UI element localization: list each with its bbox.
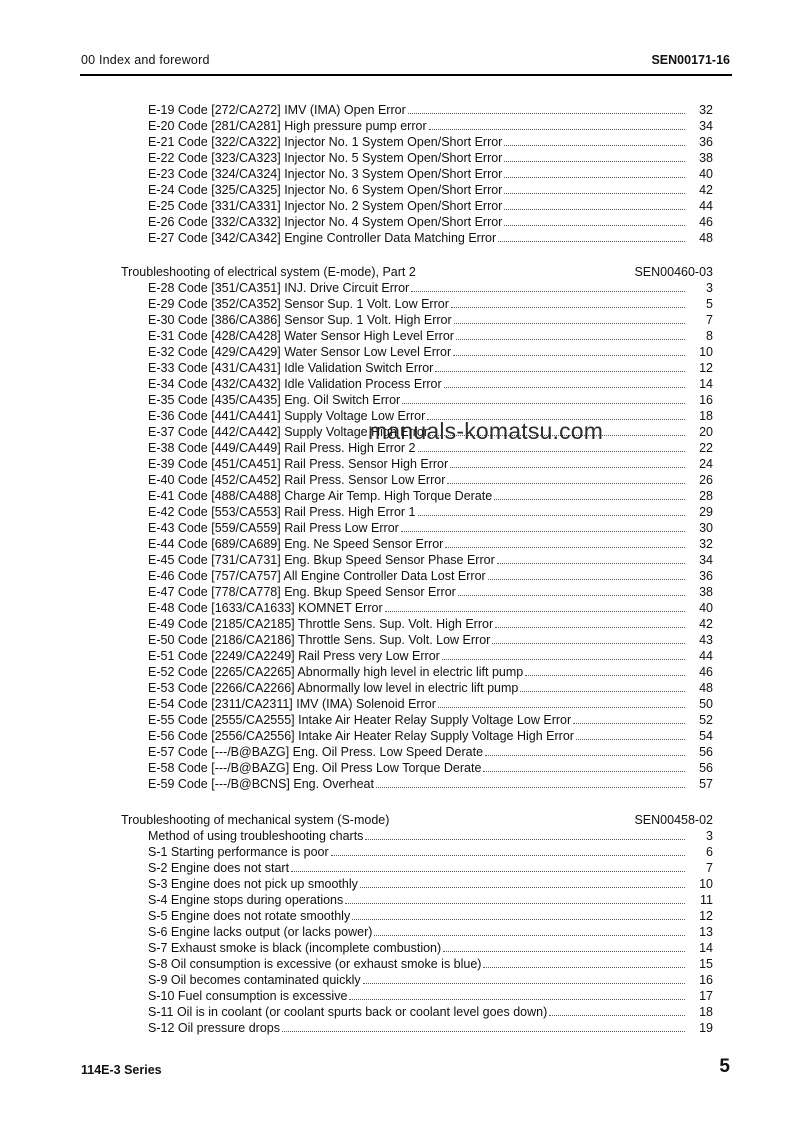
toc-entry[interactable] [148, 568, 713, 584]
toc-entry-page: 36 [699, 135, 713, 149]
toc-entry-page: 3 [706, 281, 713, 295]
dot-leader [504, 209, 685, 210]
toc-entry-label: E-42 Code [553/CA553] Rail Press. High Error 1 [148, 505, 416, 519]
dot-leader [429, 129, 685, 130]
dot-leader [445, 547, 685, 548]
dot-leader [504, 193, 685, 194]
toc-entry-page: 44 [699, 649, 713, 663]
toc-entry-page: 40 [699, 167, 713, 181]
toc-entry-label: S-6 Engine lacks output (or lacks power) [148, 925, 373, 939]
dot-leader [282, 1031, 685, 1032]
toc-entry-page: 3 [706, 829, 713, 843]
toc-entry-page: 10 [699, 345, 713, 359]
toc-entry[interactable] [148, 664, 713, 680]
dot-leader [444, 387, 685, 388]
dot-leader [498, 241, 685, 242]
dot-leader [349, 999, 685, 1000]
section-heading [121, 812, 713, 828]
toc-entry[interactable] [148, 892, 713, 908]
toc-entry-page: 15 [699, 957, 713, 971]
dot-leader [504, 177, 685, 178]
toc-entry-page: 18 [699, 1005, 713, 1019]
toc-entry-label: E-19 Code [272/CA272] IMV (IMA) Open Error [148, 103, 406, 117]
toc-entry[interactable] [148, 988, 713, 1004]
toc-entry-label: E-28 Code [351/CA351] INJ. Drive Circuit Error [148, 281, 410, 295]
toc-entry-label: E-40 Code [452/CA452] Rail Press. Sensor Low Error [148, 473, 446, 487]
dot-leader [376, 787, 685, 788]
toc-section-continued [121, 102, 713, 246]
toc-entry[interactable] [148, 648, 713, 664]
toc-entry-label: E-55 Code [2555/CA2555] Intake Air Heater Relay Supply Voltage Low Error [148, 713, 572, 727]
dot-leader [456, 339, 685, 340]
toc-entry-label: E-21 Code [322/CA322] Injector No. 1 System Open/Short Error [148, 135, 503, 149]
dot-leader [494, 499, 685, 500]
dot-leader [485, 755, 685, 756]
toc-entry-page: 57 [699, 777, 713, 791]
dot-leader [401, 531, 685, 532]
section-doc-code: SEN00460-03 [634, 265, 713, 279]
toc-entry-label: S-5 Engine does not rotate smoothly [148, 909, 351, 923]
dot-leader [411, 291, 685, 292]
toc-entry[interactable] [148, 956, 713, 972]
toc-entry[interactable] [148, 520, 713, 536]
toc-entry[interactable] [148, 472, 713, 488]
toc-entry[interactable] [148, 456, 713, 472]
toc-entry-page: 20 [699, 425, 713, 439]
toc-entry-page: 50 [699, 697, 713, 711]
dot-leader [352, 919, 685, 920]
dot-leader [408, 113, 685, 114]
toc-entry-label: S-8 Oil consumption is excessive (or exhaust smoke is blue) [148, 957, 482, 971]
toc-entry-page: 32 [699, 537, 713, 551]
toc-entry[interactable] [148, 760, 713, 776]
toc-entry[interactable] [148, 600, 713, 616]
toc-entry[interactable] [148, 214, 713, 230]
toc-entry-label: E-50 Code [2186/CA2186] Throttle Sens. Sup. Volt. Low Error [148, 633, 491, 647]
section-title[interactable]: Troubleshooting of electrical system (E-mode), Part 2 [121, 265, 416, 279]
toc-entry[interactable] [148, 360, 713, 376]
dot-leader [549, 1015, 685, 1016]
toc-entry-label: E-31 Code [428/CA428] Water Sensor High Level Error [148, 329, 454, 343]
toc-entry[interactable] [148, 102, 713, 118]
toc-entry-page: 42 [699, 183, 713, 197]
toc-entry-page: 24 [699, 457, 713, 471]
toc-entry-page: 7 [706, 861, 713, 875]
dot-leader [418, 515, 686, 516]
toc-entry[interactable] [148, 392, 713, 408]
toc-entry[interactable] [148, 584, 713, 600]
toc-entry-page: 34 [699, 553, 713, 567]
toc-entry-page: 16 [699, 973, 713, 987]
section-heading [121, 264, 713, 280]
toc-entry-label: E-27 Code [342/CA342] Engine Controller Data Matching Error [148, 231, 497, 245]
dot-leader [435, 371, 685, 372]
toc-entry-page: 56 [699, 761, 713, 775]
dot-leader [488, 579, 685, 580]
toc-entry-label: E-36 Code [441/CA441] Supply Voltage Low Error [148, 409, 426, 423]
toc-entry-page: 40 [699, 601, 713, 615]
toc-entry-label: E-39 Code [451/CA451] Rail Press. Sensor High Error [148, 457, 449, 471]
toc-entry[interactable] [148, 312, 713, 328]
toc-entry-page: 38 [699, 585, 713, 599]
toc-entry-page: 32 [699, 103, 713, 117]
toc-entry-page: 44 [699, 199, 713, 213]
toc-entry-page: 6 [706, 845, 713, 859]
toc-entry-page: 36 [699, 569, 713, 583]
dot-leader [573, 723, 685, 724]
header-divider [80, 74, 732, 76]
toc-entry-label: E-30 Code [386/CA386] Sensor Sup. 1 Volt. High Error [148, 313, 452, 327]
toc-entry[interactable] [148, 328, 713, 344]
toc-entry-label: E-44 Code [689/CA689] Eng. Ne Speed Sensor Error [148, 537, 444, 551]
toc-entry-label: S-10 Fuel consumption is excessive [148, 989, 348, 1003]
toc-entry-page: 8 [706, 329, 713, 343]
toc-entry-label: E-41 Code [488/CA488] Charge Air Temp. High Torque Derate [148, 489, 493, 503]
toc-entry-label: E-43 Code [559/CA559] Rail Press Low Error [148, 521, 399, 535]
toc-entry-page: 18 [699, 409, 713, 423]
toc-entry-page: 7 [706, 313, 713, 327]
toc-entry-label: E-45 Code [731/CA731] Eng. Bkup Speed Sensor Phase Error [148, 553, 495, 567]
dot-leader [363, 983, 685, 984]
toc-entry[interactable] [148, 940, 713, 956]
toc-entry[interactable] [148, 844, 713, 860]
toc-entry-page: 43 [699, 633, 713, 647]
toc-entry-page: 26 [699, 473, 713, 487]
toc-entry[interactable] [148, 376, 713, 392]
toc-entry-page: 14 [699, 941, 713, 955]
dot-leader [418, 451, 686, 452]
toc-entry-label: E-35 Code [435/CA435] Eng. Oil Switch Error [148, 393, 401, 407]
toc-entry-label: S-4 Engine stops during operations [148, 893, 344, 907]
dot-leader [451, 307, 685, 308]
toc-entry[interactable] [148, 616, 713, 632]
dot-leader [492, 643, 685, 644]
dot-leader [495, 627, 685, 628]
toc-entry-label: E-57 Code [---/B@BAZG] Eng. Oil Press. Low Speed Derate [148, 745, 484, 759]
toc-entry-label: E-54 Code [2311/CA2311] IMV (IMA) Solenoid Error [148, 697, 436, 711]
toc-entry[interactable] [148, 134, 713, 150]
dot-leader [374, 935, 685, 936]
toc-entry-page: 29 [699, 505, 713, 519]
toc-entry-label: E-25 Code [331/CA331] Injector No. 2 System Open/Short Error [148, 199, 503, 213]
dot-leader [520, 691, 685, 692]
toc-entry[interactable] [148, 680, 713, 696]
toc-entry-label: E-29 Code [352/CA352] Sensor Sup. 1 Volt. Low Error [148, 297, 449, 311]
toc-entry[interactable] [148, 536, 713, 552]
toc-entry[interactable] [148, 1004, 713, 1020]
toc-entry-page: 38 [699, 151, 713, 165]
dot-leader [576, 739, 685, 740]
toc-entry[interactable] [148, 344, 713, 360]
dot-leader [438, 707, 685, 708]
toc-entry[interactable] [148, 632, 713, 648]
toc-entry-page: 11 [700, 893, 713, 907]
dot-leader [442, 659, 685, 660]
toc-entry-label: E-23 Code [324/CA324] Injector No. 3 System Open/Short Error [148, 167, 503, 181]
toc-entry[interactable] [148, 1020, 713, 1036]
toc-entry-page: 16 [699, 393, 713, 407]
toc-entry-label: E-22 Code [323/CA323] Injector No. 5 System Open/Short Error [148, 151, 503, 165]
toc-entry-page: 12 [699, 361, 713, 375]
toc-entry-page: 42 [699, 617, 713, 631]
toc-entry[interactable] [148, 972, 713, 988]
toc-entry-label: E-32 Code [429/CA429] Water Sensor Low Level Error [148, 345, 452, 359]
watermark: manuals-komatsu.com [368, 418, 604, 444]
toc-entry[interactable] [148, 776, 713, 792]
toc-entry-page: 46 [699, 665, 713, 679]
toc-entry-label: E-47 Code [778/CA778] Eng. Bkup Speed Sensor Error [148, 585, 456, 599]
toc-entry-label: E-52 Code [2265/CA2265] Abnormally high level in electric lift pump [148, 665, 524, 679]
toc-entry-label: S-3 Engine does not pick up smoothly [148, 877, 358, 891]
toc-entry-label: E-38 Code [449/CA449] Rail Press. High Error 2 [148, 441, 416, 455]
dot-leader [454, 323, 685, 324]
toc-entry[interactable] [148, 230, 713, 246]
toc-entry-page: 14 [699, 377, 713, 391]
dot-leader [450, 467, 685, 468]
dot-leader [443, 951, 685, 952]
dot-leader [345, 903, 685, 904]
toc-entry[interactable] [148, 488, 713, 504]
toc-section-electrical-part2 [121, 264, 713, 792]
toc-entry-page: 30 [699, 521, 713, 535]
footer-series: 114E-3 Series [81, 1063, 162, 1077]
toc-entry-page: 52 [699, 713, 713, 727]
toc-entry-label: E-26 Code [332/CA332] Injector No. 4 System Open/Short Error [148, 215, 503, 229]
section-doc-code: SEN00458-02 [634, 813, 713, 827]
toc-entry-page: 46 [699, 215, 713, 229]
toc-entry[interactable] [148, 504, 713, 520]
dot-leader [458, 595, 685, 596]
toc-entry[interactable] [148, 118, 713, 134]
dot-leader [483, 771, 685, 772]
toc-entry[interactable] [148, 876, 713, 892]
toc-entry[interactable] [148, 552, 713, 568]
toc-entry[interactable] [148, 908, 713, 924]
toc-entry[interactable] [148, 150, 713, 166]
dot-leader [504, 225, 685, 226]
toc-entry-label: E-46 Code [757/CA757] All Engine Controller Data Lost Error [148, 569, 486, 583]
toc-entry[interactable] [148, 166, 713, 182]
toc-entry-page: 22 [699, 441, 713, 455]
toc-entry-label: E-59 Code [---/B@BCNS] Eng. Overheat [148, 777, 374, 791]
toc-entry-label: E-20 Code [281/CA281] High pressure pump error [148, 119, 427, 133]
toc-entry-page: 10 [699, 877, 713, 891]
toc-entry[interactable] [148, 828, 713, 844]
dot-leader [402, 403, 685, 404]
toc-entry-label: S-2 Engine does not start [148, 861, 290, 875]
toc-entry-label: E-51 Code [2249/CA2249] Rail Press very Low Error [148, 649, 440, 663]
toc-entry-page: 56 [699, 745, 713, 759]
toc-entry[interactable] [148, 296, 713, 312]
dot-leader [360, 887, 685, 888]
toc-entry-label: E-24 Code [325/CA325] Injector No. 6 System Open/Short Error [148, 183, 503, 197]
toc-section-mechanical [121, 812, 713, 1036]
document-code: SEN00171-16 [651, 53, 730, 67]
toc-entry-page: 13 [699, 925, 713, 939]
dot-leader [504, 161, 685, 162]
page-number: 5 [719, 1056, 730, 1077]
dot-leader [525, 675, 685, 676]
toc-entry-label: E-34 Code [432/CA432] Idle Validation Process Error [148, 377, 442, 391]
toc-entry[interactable] [148, 712, 713, 728]
dot-leader [291, 871, 685, 872]
toc-entry[interactable] [148, 182, 713, 198]
toc-entry-label: S-7 Exhaust smoke is black (incomplete combustion) [148, 941, 442, 955]
toc-entry[interactable] [148, 860, 713, 876]
toc-entry-page: 19 [699, 1021, 713, 1035]
toc-entry[interactable] [148, 696, 713, 712]
toc-entry-label: E-53 Code [2266/CA2266] Abnormally low level in electric lift pump [148, 681, 519, 695]
toc-entry[interactable] [148, 744, 713, 760]
toc-entry-page: 48 [699, 681, 713, 695]
toc-entry-label: E-49 Code [2185/CA2185] Throttle Sens. Sup. Volt. High Error [148, 617, 494, 631]
toc-entry[interactable] [148, 924, 713, 940]
toc-entry-page: 28 [699, 489, 713, 503]
toc-entry-label: S-1 Starting performance is poor [148, 845, 329, 859]
section-title[interactable]: Troubleshooting of mechanical system (S-mode) [121, 813, 390, 827]
toc-entry-label: S-9 Oil becomes contaminated quickly [148, 973, 361, 987]
toc-entry-label: S-11 Oil is in coolant (or coolant spurts back or coolant level goes down) [148, 1005, 548, 1019]
toc-entry-label: E-37 Code [442/CA442] Supply Voltage High Error [148, 425, 429, 439]
toc-entry-label: E-58 Code [---/B@BAZG] Eng. Oil Press Low Torque Derate [148, 761, 482, 775]
dot-leader [331, 855, 685, 856]
running-header-title: 00 Index and foreword [81, 53, 210, 67]
dot-leader [497, 563, 685, 564]
toc-entry-label: Method of using troubleshooting charts [148, 829, 364, 843]
toc-entry-page: 5 [706, 297, 713, 311]
toc-entry[interactable] [148, 728, 713, 744]
toc-entry-page: 54 [699, 729, 713, 743]
toc-entry-page: 48 [699, 231, 713, 245]
toc-entry[interactable] [148, 198, 713, 214]
toc-entry-label: E-56 Code [2556/CA2556] Intake Air Heater Relay Supply Voltage High Error [148, 729, 574, 743]
toc-entry-label: E-33 Code [431/CA431] Idle Validation Switch Error [148, 361, 434, 375]
dot-leader [447, 483, 685, 484]
toc-entry[interactable] [148, 280, 713, 296]
dot-leader [365, 839, 685, 840]
dot-leader [385, 611, 685, 612]
dot-leader [483, 967, 685, 968]
toc-entry-page: 34 [699, 119, 713, 133]
dot-leader [453, 355, 685, 356]
toc-entry-page: 12 [699, 909, 713, 923]
dot-leader [504, 145, 685, 146]
toc-entry-label: E-48 Code [1633/CA1633] KOMNET Error [148, 601, 383, 615]
toc-entry-label: S-12 Oil pressure drops [148, 1021, 281, 1035]
toc-entry-page: 17 [699, 989, 713, 1003]
